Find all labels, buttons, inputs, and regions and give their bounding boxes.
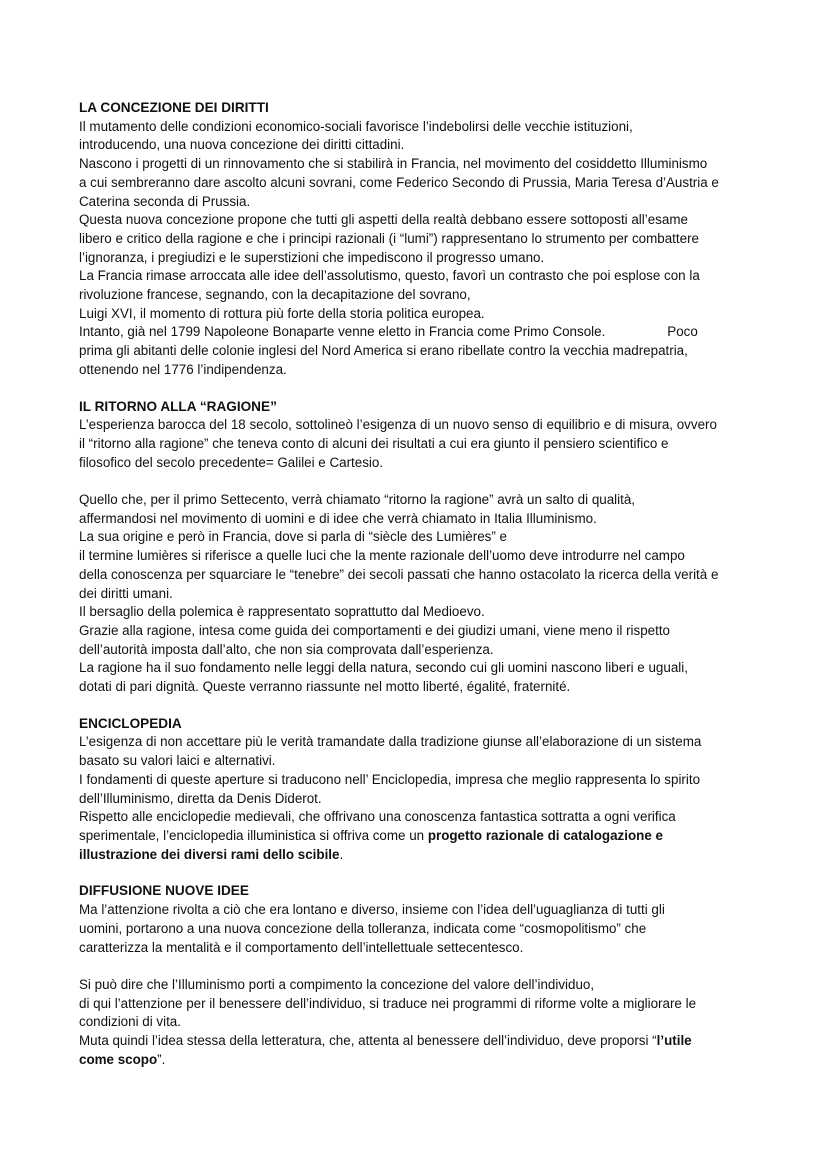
paragraph-line: Ma l’attenzione rivolta a ciò che era lontano e diverso, insieme con l’idea dell’uguaglianza di tutti gli uomini, portarono a una nuova concezione della tolleranza, indicata come “cosmopolitismo” che caratterizza la mentalità e il comportamento dell’intellettuale settecentesco.: [79, 902, 665, 955]
paragraph-line: Questa nuova concezione propone che tutti gli aspetti della realtà debbano essere sottoposti all’esame libero e critico della ragione e che i principi razionali (i “lumi”) rappresentano lo strumento per combattere l’ignoranza, i pregiudizi e le superstizioni che impediscono il progresso umano.: [79, 212, 699, 265]
paragraph-line: L’esigenza di non accettare più le verità tramandate dalla tradizione giunse all’elaborazione di un sistema basato su valori laici e alternativi. I fondamenti di queste aperture si traducono nell’ Enciclopedia, impresa che meglio rappresenta lo spirito dell’Illuminismo, diretta da Denis Diderot. Rispetto alle enciclopedie medievali, che offrivano una conoscenza fantastica sottratta a ogni verifica sperimentale, l’enciclopedia illuministica si offriva come un progetto razionale di catalogazione e illustrazione dei diversi rami dello scibile.: [79, 734, 702, 862]
section-enciclopedia: [79, 715, 754, 865]
paragraph-line: La Francia rimase arroccata alle idee dell’assolutismo, questo, favorì un contrasto che poi esplose con la rivoluzione francese, segnando, con la decapitazione del sovrano, Luigi XVI, il momento di rottura più forte della storia politica europea.: [79, 268, 700, 321]
section-title: ENCICLOPEDIA: [79, 715, 182, 731]
section-title: LA CONCEZIONE DEI DIRITTI: [79, 100, 269, 115]
section-diffusione-idee: [79, 882, 754, 1069]
paragraph-line: Si può dire che l’Illuminismo porti a compimento la concezione del valore dell’individuo, di qui l’attenzione per il benessere dell’individuo, si traduce nei programmi di riforme volte a migliorare le condizioni di vita. Muta quindi l’idea stessa della letteratura, che, attenta al benessere dell’individuo, deve proporsi “l’utile come scopo”.: [79, 976, 697, 1067]
paragraph-line: Il mutamento delle condizioni economico-sociali favorisce l’indebolirsi delle vecchie istituzioni, introducendo, una nuova concezione dei diritti cittadini.: [79, 118, 633, 153]
section-title: IL RITORNO ALLA “RAGIONE”: [79, 398, 277, 414]
paragraph-line: Quello che, per il primo Settecento, verrà chiamato “ritorno la ragione” avrà un salto di qualità, affermandosi nel movimento di uomini e di idee che verrà chiamato in Italia Illuminismo. La sua origine e però in Francia, dove si parla di “siècle des Lumières” e il termine lumières si riferisce a quelle luci che la mente razionale dell’uomo deve introdurre nel campo della conoscenza per squarciare le “tenebre” dei secoli passati che hanno ostacolato la ricerca della verità e dei diritti umani. Il bersaglio della polemica è rappresentato soprattutto dal Medioevo. Grazie alla ragione, intesa come guida dei comportamenti e dei giudizi umani, viene meno il rispetto dell’autorità imposta dall’alto, che non sia comprovata dall’esperienza. La ragione ha il suo fondamento nelle leggi della natura, secondo cui gli uomini nascono liberi e uguali, dotati di pari dignità. Queste verranno riassunte nel motto liberté, égalité, fraternité.: [79, 492, 719, 695]
document-body: [79, 99, 754, 1069]
paragraph-line: Intanto, già nel 1799 Napoleone Bonaparte venne eletto in Francia come Primo Console. Poco prima gli abitanti delle colonie inglesi del Nord America si erano ribellate contro la vecchia madrepatria, ottenendo nel 1776 l’indipendenza.: [79, 324, 698, 377]
section-title: DIFFUSIONE NUOVE IDEE: [79, 883, 249, 899]
section-ritorno-ragione: [79, 398, 754, 697]
paragraph-line: Nascono i progetti di un rinnovamento che si stabilirà in Francia, nel movimento del cosiddetto Illuminismo a cui sembreranno dare ascolto alcuni sovrani, come Federico Secondo di Prussia, Maria Teresa d’Austria e Caterina seconda di Prussia.: [79, 156, 719, 209]
section-concezione-diritti: [79, 99, 754, 380]
paragraph-line: L’esperienza barocca del 18 secolo, sottolineò l’esigenza di un nuovo senso di equilibrio e di misura, ovvero il “ritorno alla ragione” che teneva conto di alcuni dei risultati a cui era giunto il pensiero scientifico e filosofico del secolo precedente= Galilei e Cartesio.: [79, 417, 717, 470]
